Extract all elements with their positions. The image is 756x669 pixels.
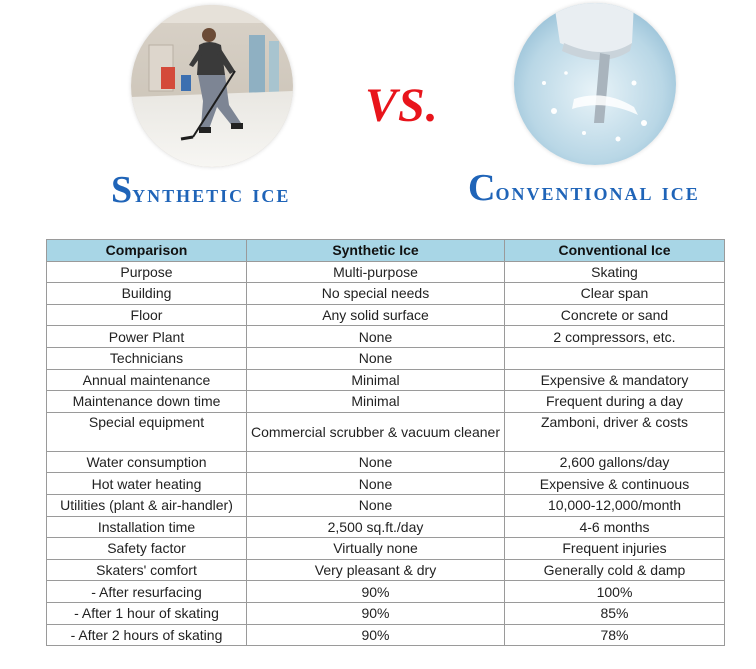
row-label: Building bbox=[47, 283, 247, 305]
conventional-value: Generally cold & damp bbox=[505, 559, 725, 581]
synthetic-value: None bbox=[247, 473, 505, 495]
synthetic-value: Minimal bbox=[247, 369, 505, 391]
conventional-value: Zamboni, driver & costs bbox=[505, 412, 725, 451]
table-row bbox=[47, 516, 725, 538]
conventional-ice-photo bbox=[514, 3, 676, 165]
table-header-row bbox=[47, 240, 725, 262]
conventional-caption-initial: C bbox=[468, 167, 496, 209]
conventional-value: Skating bbox=[505, 261, 725, 283]
row-label: Purpose bbox=[47, 261, 247, 283]
conventional-value: 2 compressors, etc. bbox=[505, 326, 725, 348]
synthetic-value: Virtually none bbox=[247, 538, 505, 560]
table-row bbox=[47, 624, 725, 646]
synthetic-ice-caption bbox=[111, 168, 290, 212]
column-header-synthetic-ice: Synthetic Ice bbox=[247, 240, 505, 262]
table-row bbox=[47, 326, 725, 348]
conventional-value: 85% bbox=[505, 602, 725, 624]
table-row bbox=[47, 494, 725, 516]
conventional-value: 4-6 months bbox=[505, 516, 725, 538]
table-row bbox=[47, 451, 725, 473]
table-row bbox=[47, 283, 725, 305]
comparison-table bbox=[46, 239, 725, 646]
synthetic-value: Minimal bbox=[247, 391, 505, 413]
row-label: - After resurfacing bbox=[47, 581, 247, 603]
synthetic-value: Multi-purpose bbox=[247, 261, 505, 283]
conventional-value: Concrete or sand bbox=[505, 304, 725, 326]
conventional-ice-caption bbox=[468, 166, 700, 210]
table-row bbox=[47, 304, 725, 326]
synthetic-value: None bbox=[247, 494, 505, 516]
synthetic-value: No special needs bbox=[247, 283, 505, 305]
row-label: Water consumption bbox=[47, 451, 247, 473]
synthetic-value: Any solid surface bbox=[247, 304, 505, 326]
synthetic-value: 90% bbox=[247, 624, 505, 646]
row-label: Annual maintenance bbox=[47, 369, 247, 391]
synthetic-value: 90% bbox=[247, 602, 505, 624]
table-row bbox=[47, 602, 725, 624]
row-label: Utilities (plant & air-handler) bbox=[47, 494, 247, 516]
row-label: Special equipment bbox=[47, 412, 247, 451]
synthetic-caption-rest: ynthetic ice bbox=[132, 181, 291, 208]
table-row bbox=[47, 581, 725, 603]
table-row bbox=[47, 538, 725, 560]
conventional-value bbox=[505, 347, 725, 369]
conventional-caption-rest: onventional ice bbox=[495, 179, 700, 206]
synthetic-value: Very pleasant & dry bbox=[247, 559, 505, 581]
conventional-value: Frequent injuries bbox=[505, 538, 725, 560]
conventional-value: 78% bbox=[505, 624, 725, 646]
conventional-value: 10,000-12,000/month bbox=[505, 494, 725, 516]
column-header-comparison: Comparison bbox=[47, 240, 247, 262]
synthetic-value: Commercial scrubber & vacuum cleaner bbox=[247, 412, 505, 451]
row-label: - After 1 hour of skating bbox=[47, 602, 247, 624]
row-label: Hot water heating bbox=[47, 473, 247, 495]
synthetic-value: None bbox=[247, 326, 505, 348]
row-label: Floor bbox=[47, 304, 247, 326]
column-header-conventional-ice: Conventional Ice bbox=[505, 240, 725, 262]
vs-heading: VS. bbox=[365, 79, 439, 132]
conventional-value: 2,600 gallons/day bbox=[505, 451, 725, 473]
table-row bbox=[47, 412, 725, 451]
row-label: Skaters' comfort bbox=[47, 559, 247, 581]
table-row bbox=[47, 473, 725, 495]
row-label: Power Plant bbox=[47, 326, 247, 348]
synthetic-value: 2,500 sq.ft./day bbox=[247, 516, 505, 538]
table-row bbox=[47, 347, 725, 369]
synthetic-caption-initial: S bbox=[111, 169, 133, 211]
conventional-value: 100% bbox=[505, 581, 725, 603]
conventional-value: Expensive & mandatory bbox=[505, 369, 725, 391]
conventional-value: Clear span bbox=[505, 283, 725, 305]
synthetic-value: 90% bbox=[247, 581, 505, 603]
row-label: Technicians bbox=[47, 347, 247, 369]
conventional-value: Expensive & continuous bbox=[505, 473, 725, 495]
row-label: Safety factor bbox=[47, 538, 247, 560]
table-row bbox=[47, 559, 725, 581]
table-row bbox=[47, 261, 725, 283]
conventional-value: Frequent during a day bbox=[505, 391, 725, 413]
synthetic-ice-photo bbox=[131, 5, 293, 167]
row-label: - After 2 hours of skating bbox=[47, 624, 247, 646]
row-label: Maintenance down time bbox=[47, 391, 247, 413]
table-row bbox=[47, 391, 725, 413]
row-label: Installation time bbox=[47, 516, 247, 538]
synthetic-value: None bbox=[247, 451, 505, 473]
table-row bbox=[47, 369, 725, 391]
synthetic-value: None bbox=[247, 347, 505, 369]
